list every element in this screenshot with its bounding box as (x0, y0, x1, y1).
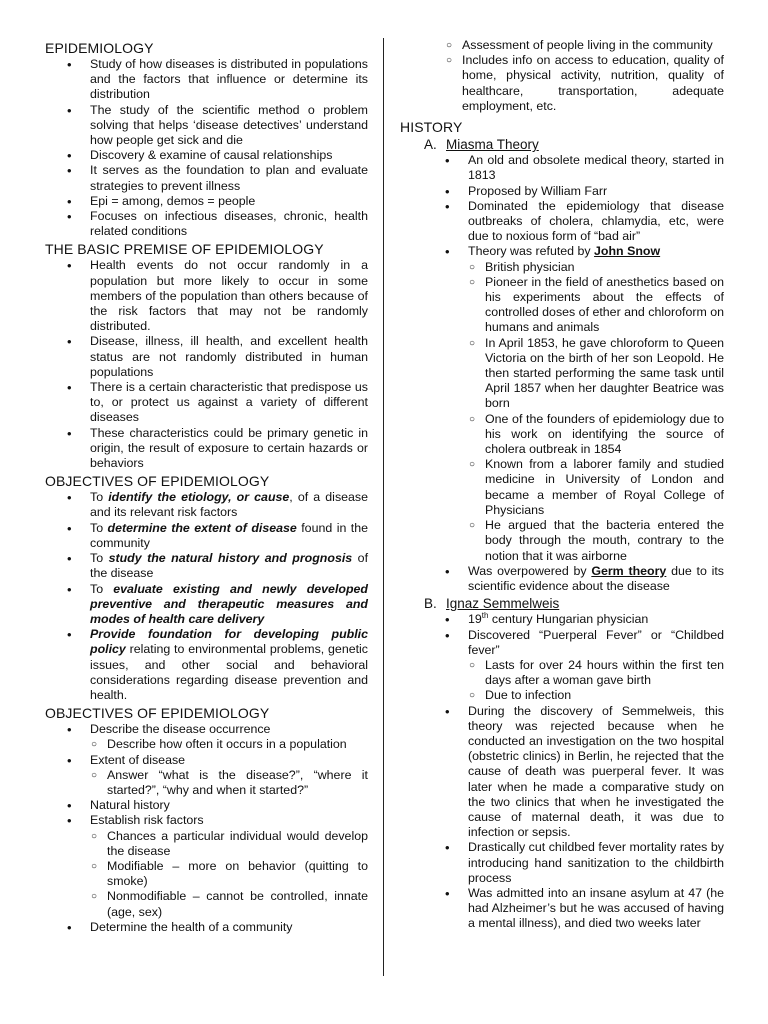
list-item: • Describe the disease occurrence ○ Describe how often it occurs in a population (90, 722, 368, 752)
epidemiology-list (45, 57, 368, 239)
list-item: • Discovery & examine of causal relationships (90, 148, 368, 163)
section-heading-basic-premise: THE BASIC PREMISE OF EPIDEMIOLOGY (45, 241, 324, 258)
list-item: • Theory was refuted by John Snow ○ British physician ○ Pioneer in the field of anesthetics based on his experiments about the effects of controlled doses of ether and chloroform on humans and animals ○ In April 1853, he gave chloroform to Queen Victoria on the birth of her son Leopold. He then started performing the same task until April 1857 when her daughter Beatrice was born ○ One of the founders of epidemiology due to his work on identifying the source of cholera outbreak in 1854 ○ Known from a laborer family and studied medicine in University of London and became a member of Royal College of Physicians ○ He argued that the bacteria entered the body through the mouth, contrary to the notion that it was airborne (468, 244, 724, 563)
list-item: • Health events do not occur randomly in a population but more likely to occur in some members of the population than others because of the risk factors that may not be randomly distributed. (90, 258, 368, 334)
list-item: • Epi = among, demos = people (90, 194, 368, 209)
section-heading-epidemiology: EPIDEMIOLOGY (45, 40, 154, 56)
emphasis-text: Provide foundation for developing public policy (90, 627, 368, 657)
list-item: • Dominated the epidemiology that disease outbreaks of cholera, chlamydia, etc, were due to noxious form of “bad air” (468, 199, 724, 245)
john-snow-name: John Snow (594, 244, 661, 259)
list-item: • Extent of disease ○ Answer “what is the disease?”, “where it started?”, “why and when it started?” (90, 753, 368, 799)
list-item: • Was admitted into an insane asylum at 47 (he had Alzheimer’s but he was accused of having a mental illness), and died two weeks later (468, 886, 724, 932)
list-item: • These characteristics could be primary genetic in origin, the result of exposure to certain hazards or behaviors (90, 426, 368, 472)
section-heading-history: HISTORY (400, 119, 463, 136)
emphasis-text: evaluate existing and newly developed preventive and therapeutic measures and modes of health care delivery (90, 581, 368, 626)
sub-list-item: ○ One of the founders of epidemiology due to his work on identifying the source of cholera outbreak in 1854 (485, 412, 724, 458)
sub-list-item: ○ Nonmodifiable – cannot be controlled, innate (age, sex) (107, 889, 368, 919)
sub-list-item: ○ Chances a particular individual would develop the disease (107, 829, 368, 859)
sub-list-item: ○ Lasts for over 24 hours within the first ten days after a woman gave birth (485, 658, 724, 688)
column-divider (383, 38, 384, 976)
list-item: • Drastically cut childbed fever mortality rates by introducing hand sanitization to the childbirth process (468, 840, 724, 886)
sub-list-item: ○ Pioneer in the field of anesthetics based on his experiments about the effects of controlled doses of ether and chloroform on humans and animals (485, 275, 724, 336)
sub-list-item: ○ Describe how often it occurs in a population (107, 737, 368, 752)
list-item: • 19th century Hungarian physician (468, 612, 724, 627)
sub-list-item: ○ Includes info on access to education, quality of home, physical activity, nutrition, quality of healthcare, transportation, adequate employment, etc. (462, 53, 724, 114)
objectives-list-1 (45, 490, 368, 703)
sub-list-item: ○ Answer “what is the disease?”, “where it started?”, “why and when it started?” (107, 768, 368, 798)
sub-list (90, 768, 368, 798)
list-item: • The study of the scientific method o problem solving that helps ‘disease detectives’ understand how people get sick and die (90, 103, 368, 149)
john-snow-list (468, 260, 724, 564)
continued-sub-list (400, 38, 724, 114)
list-item: • Study of how diseases is distributed in populations and the factors that influence or determine its distribution (90, 57, 368, 103)
list-item: • Was overpowered by Germ theory due to its scientific evidence about the disease (468, 564, 724, 594)
list-item: • To study the natural history and prognosis of the disease (90, 551, 368, 581)
emphasis-text: study the natural history and prognosis (108, 551, 353, 566)
miasma-list (400, 153, 724, 594)
sub-list-item: ○ Modifiable – more on behavior (quitting to smoke) (107, 859, 368, 889)
germ-theory-name: Germ theory (591, 563, 667, 578)
list-item: • An old and obsolete medical theory, started in 1813 (468, 153, 724, 183)
sub-list (468, 658, 724, 704)
list-item: • Provide foundation for developing public policy relating to environmental problems, genetic issues, and other social and behavioral considerations regarding disease prevention and health. (90, 627, 368, 703)
list-item: • Discovered “Puerperal Fever” or “Childbed fever” ○ Lasts for over 24 hours within the first ten days after a woman gave birth ○ Due to infection (468, 628, 724, 704)
list-item: • During the discovery of Semmelweis, this theory was rejected because when he conducted an investigation on the two hospital (obstetric clinics) in Berlin, he rejected that the cause of death was puerperal fever. It was later when he made a comparative study on the two clinics that when he investigated the cause of maternal death, it was due to infection or sepsis. (468, 704, 724, 841)
sub-list-item: ○ Known from a laborer family and studied medicine in University of London and became a member of Royal College of Physicians (485, 457, 724, 518)
sub-list (90, 829, 368, 920)
right-column (400, 38, 724, 932)
list-item: • Determine the health of a community (90, 920, 368, 935)
semmelweis-list (400, 612, 724, 931)
list-item: • Establish risk factors ○ Chances a particular individual would develop the disease ○ Modifiable – more on behavior (quitting to smoke) ○ Nonmodifiable – cannot be controlled, innate (age, sex) (90, 813, 368, 919)
list-item: • There is a certain characteristic that predispose us to, or protect us against a variety of different diseases (90, 380, 368, 426)
subheading-ignaz-semmelweis: B. Ignaz Semmelweis (424, 596, 560, 612)
objectives-list-2 (45, 722, 368, 935)
basic-premise-list (45, 258, 368, 471)
list-item: • It serves as the foundation to plan and evaluate strategies to prevent illness (90, 163, 368, 193)
list-item: • Focuses on infectious diseases, chronic, health related conditions (90, 209, 368, 239)
list-item: • To evaluate existing and newly developed preventive and therapeutic measures and modes of health care delivery (90, 582, 368, 628)
emphasis-text: determine the extent of disease (107, 520, 297, 535)
list-item: • To identify the etiology, or cause, of a disease and its relevant risk factors (90, 490, 368, 520)
subheading-miasma-theory: A. Miasma Theory (424, 137, 539, 153)
list-item: • To determine the extent of disease found in the community (90, 521, 368, 551)
list-item: • Disease, illness, ill health, and excellent health status are not randomly distributed in human populations (90, 334, 368, 380)
left-column (45, 38, 368, 935)
sub-list-item: ○ In April 1853, he gave chloroform to Queen Victoria on the birth of her son Leopold. He then started performing the same task until April 1857 when her daughter Beatrice was born (485, 336, 724, 412)
list-item: • Proposed by William Farr (468, 184, 724, 199)
sub-list-item: ○ Due to infection (485, 688, 724, 703)
section-heading-objectives-1: OBJECTIVES OF EPIDEMIOLOGY (45, 473, 270, 490)
sub-list-item: ○ British physician (485, 260, 724, 275)
sub-list-item: ○ He argued that the bacteria entered the body through the mouth, contrary to the notion that it was airborne (485, 518, 724, 564)
sub-list-item: ○ Assessment of people living in the community (462, 38, 724, 53)
section-heading-objectives-2: OBJECTIVES OF EPIDEMIOLOGY (45, 705, 270, 722)
sub-list (90, 737, 368, 752)
emphasis-text: identify the etiology, or cause (108, 490, 290, 505)
list-item: • Natural history (90, 798, 368, 813)
